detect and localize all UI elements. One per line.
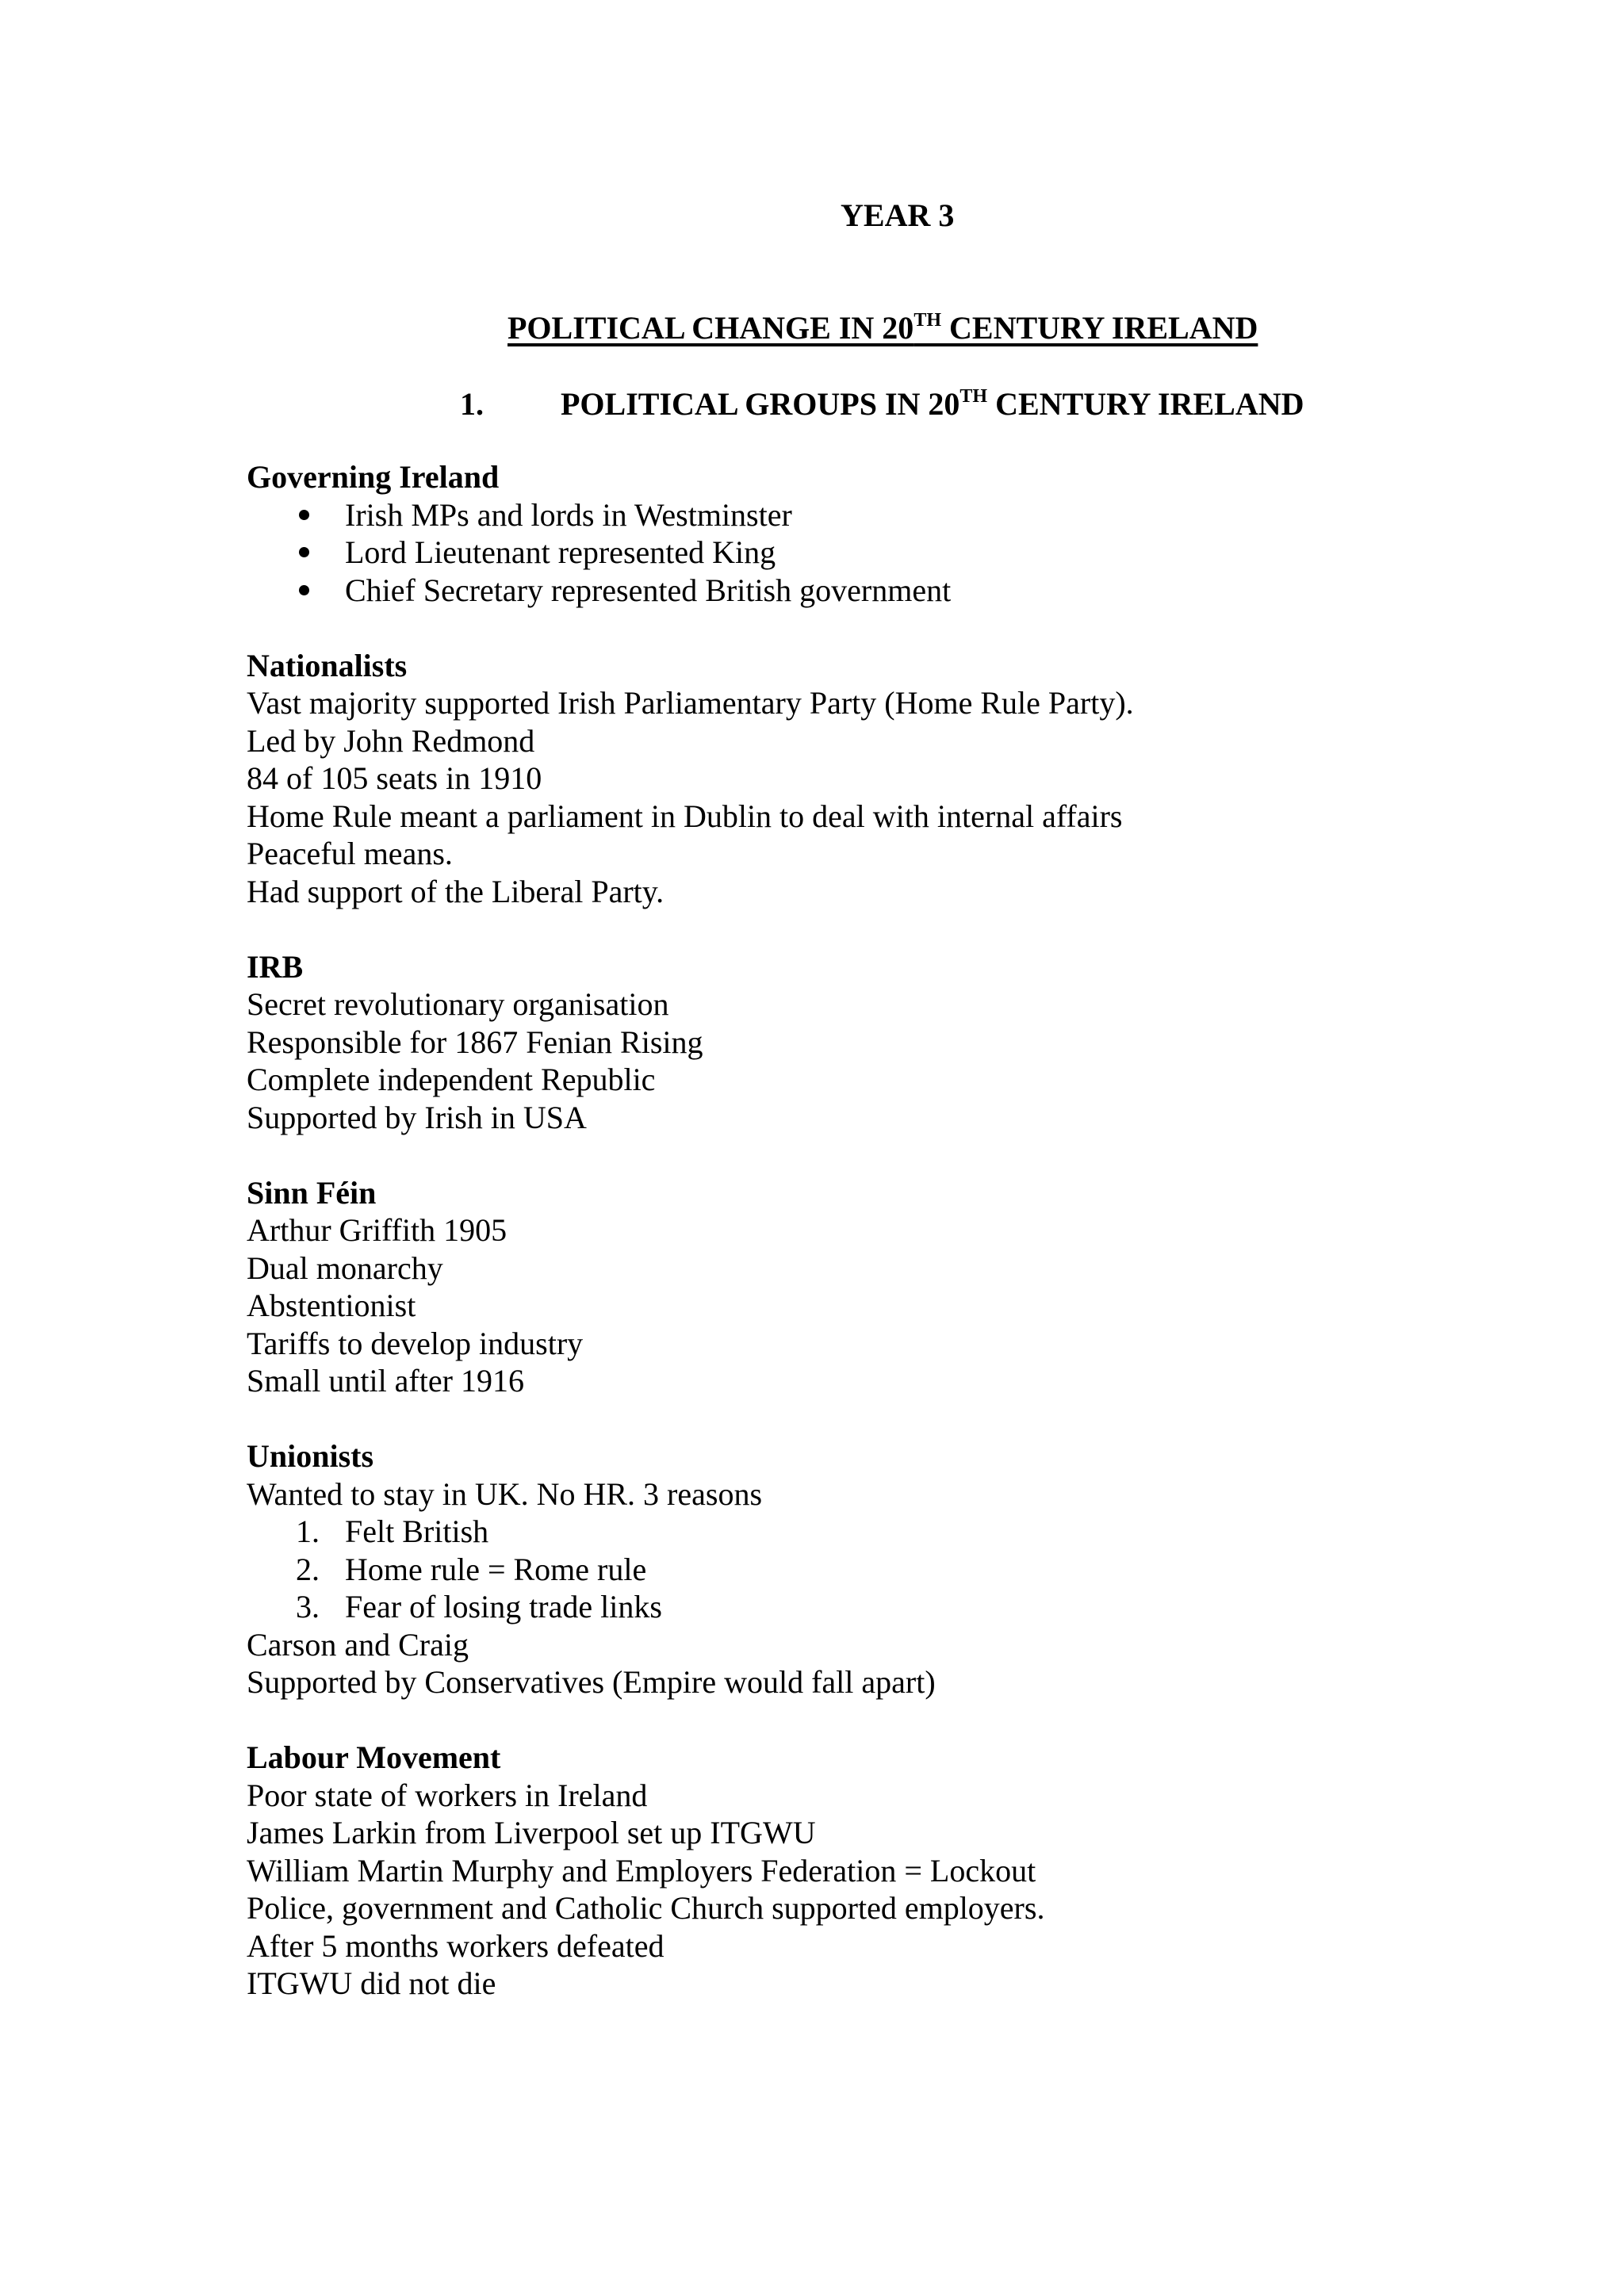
bullet-item xyxy=(247,572,1555,610)
section-labour-movement xyxy=(247,1739,1555,2003)
subheading-nationalists: Nationalists xyxy=(247,647,408,683)
section-nationalists xyxy=(247,647,1555,911)
section-governing-ireland xyxy=(247,458,1555,609)
text-line: After 5 months workers defeated xyxy=(247,1927,665,1964)
document-body xyxy=(247,458,1555,2040)
section-main-text: POLITICAL GROUPS IN 20 xyxy=(561,386,960,422)
text-line: Tariffs to develop industry xyxy=(247,1325,584,1361)
numbered-text: Fear of losing trade links xyxy=(345,1589,662,1624)
section-superscript: TH xyxy=(959,386,988,407)
text-line: James Larkin from Liverpool set up ITGWU xyxy=(247,1815,816,1850)
section-irb xyxy=(247,948,1555,1137)
text-line: Dual monarchy xyxy=(247,1249,443,1286)
numbered-item xyxy=(247,1551,1555,1589)
numbered-text: Home rule = Rome rule xyxy=(345,1551,647,1587)
section-heading xyxy=(460,384,1304,430)
text-line: Had support of the Liberal Party. xyxy=(247,873,665,909)
text-line: Supported by Conservatives (Empire would fall apart) xyxy=(247,1664,936,1700)
title-superscript: TH xyxy=(914,310,941,331)
bullet-text: Lord Lieutenant represented King xyxy=(345,534,776,570)
subheading-unionists: Unionists xyxy=(247,1438,374,1474)
text-line: Responsible for 1867 Fenian Rising xyxy=(247,1024,703,1060)
text-line: Led by John Redmond xyxy=(247,722,535,759)
bullet-icon xyxy=(299,510,309,520)
numbered-list xyxy=(247,1513,1555,1626)
title-main-text: POLITICAL CHANGE IN 20 xyxy=(508,310,914,346)
subheading-sinn-fein: Sinn Féin xyxy=(247,1174,377,1211)
text-line: Poor state of workers in Ireland xyxy=(247,1777,648,1813)
bullet-text: Chief Secretary represented British government xyxy=(345,572,952,608)
numbered-item xyxy=(247,1513,1555,1551)
subheading-irb: IRB xyxy=(247,948,304,985)
bullet-text: Irish MPs and lords in Westminster xyxy=(345,496,792,533)
text-line: Police, government and Catholic Church supported employers. xyxy=(247,1890,1045,1926)
title-rest-text: CENTURY IRELAND xyxy=(941,310,1258,346)
bullet-list xyxy=(247,496,1555,610)
bullet-icon xyxy=(299,585,309,595)
text-line: Complete independent Republic xyxy=(247,1062,656,1097)
subheading-governing-ireland: Governing Ireland xyxy=(247,459,500,495)
text-line: Vast majority supported Irish Parliamentary Party (Home Rule Party). xyxy=(247,685,1134,721)
section-unionists xyxy=(247,1437,1555,1701)
text-line: 84 of 105 seats in 1910 xyxy=(247,760,542,796)
text-line: Abstentionist xyxy=(247,1288,416,1323)
text-line: Carson and Craig xyxy=(247,1626,469,1663)
text-line: ITGWU did not die xyxy=(247,1965,496,2001)
bullet-icon xyxy=(299,547,309,557)
text-line: Supported by Irish in USA xyxy=(247,1099,587,1135)
list-number: 2. xyxy=(296,1551,320,1587)
list-number: 3. xyxy=(296,1589,320,1624)
text-line: Home Rule meant a parliament in Dublin to deal with internal affairs xyxy=(247,798,1123,834)
numbered-text: Felt British xyxy=(345,1513,489,1549)
text-line: Peaceful means. xyxy=(247,836,453,871)
section-rest-text: CENTURY IRELAND xyxy=(987,386,1304,422)
year-label: YEAR 3 xyxy=(841,197,955,233)
section-sinn-fein xyxy=(247,1174,1555,1400)
bullet-item xyxy=(247,534,1555,572)
bullet-item xyxy=(247,496,1555,534)
numbered-item xyxy=(247,1588,1555,1626)
text-line: Wanted to stay in UK. No HR. 3 reasons xyxy=(247,1475,763,1512)
text-line: Small until after 1916 xyxy=(247,1363,524,1399)
list-number: 1. xyxy=(296,1513,320,1549)
section-number: 1. xyxy=(460,386,484,422)
text-line: William Martin Murphy and Employers Federation = Lockout xyxy=(247,1852,1036,1888)
document-title xyxy=(508,308,1258,354)
text-line: Arthur Griffith 1905 xyxy=(247,1212,508,1248)
text-line: Secret revolutionary organisation xyxy=(247,986,669,1022)
subheading-labour-movement: Labour Movement xyxy=(247,1739,501,1775)
